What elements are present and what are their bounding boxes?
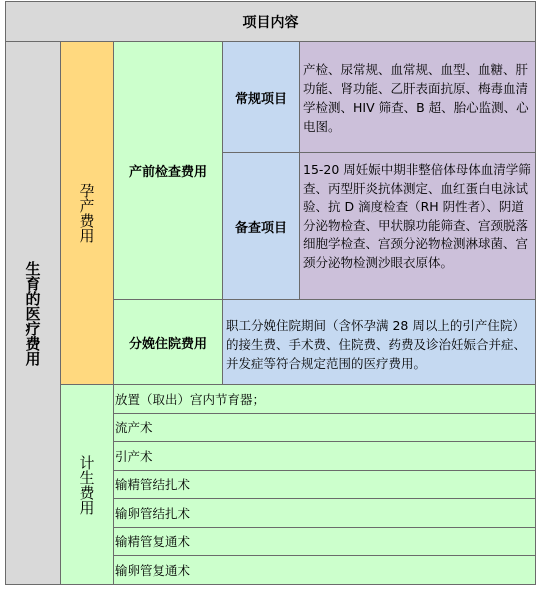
- backup-items-label-cell: [222, 152, 300, 300]
- prenatal-exam-label: 产前检查费用: [128, 165, 207, 180]
- planning-item: [113, 384, 536, 414]
- root-category-cell: [5, 41, 61, 585]
- root-category-label: 生育的医疗费用: [23, 260, 42, 366]
- planning-category-cell: [60, 384, 114, 585]
- routine-items-label: 常规项目: [234, 91, 287, 107]
- planning-item-label: 放置（取出）宫内节育器；: [115, 391, 266, 407]
- delivery-cost-label: 分娩住院费用: [128, 336, 207, 352]
- delivery-cost-content-cell: [222, 299, 536, 385]
- header-title: 项目内容: [242, 14, 299, 31]
- planning-item: [113, 527, 536, 557]
- backup-items-label: 备查项目: [234, 220, 287, 236]
- maternity-category-cell: [60, 41, 114, 385]
- routine-items-label-cell: [222, 41, 300, 153]
- backup-items-content: 15-20 周妊娠中期非整倍体母体血清学筛查、丙型肝炎抗体测定、血红蛋白电泳试验、抗 D 滴度检查（RH 阴性者）、阴道分泌物检查、甲状腺功能筛查、宫颈脱落细胞学检查、宫颈分泌物检测淋球菌、宫颈分泌物检测沙眼衣原体。: [303, 162, 531, 270]
- planning-item-label: 输卵管复通术: [115, 563, 191, 578]
- planning-item: [113, 498, 536, 528]
- planning-item: [113, 441, 536, 471]
- planning-item-label: 输精管复通术: [115, 534, 191, 550]
- table-header: [5, 1, 536, 42]
- planning-item: [113, 470, 536, 500]
- planning-item: [113, 413, 536, 443]
- planning-item-label: 输卵管结扎术: [115, 505, 191, 521]
- maternity-category-label: 孕产费用: [77, 183, 96, 243]
- planning-item: [113, 555, 536, 585]
- planning-item-label: 输精管结扎术: [115, 477, 191, 493]
- routine-items-content-cell: [299, 41, 536, 153]
- planning-category-label: 计生费用: [77, 454, 96, 515]
- prenatal-exam-cell: [113, 41, 223, 300]
- planning-item-label: 引产术: [115, 448, 153, 464]
- delivery-cost-cell: [113, 299, 223, 385]
- backup-items-content-cell: [299, 152, 536, 300]
- delivery-cost-content: 职工分娩住院期间（含怀孕满 28 周以上的引产住院）的接生费、手术费、住院费、药费及诊治妊娠合并症、并发症等符合规定范围的医疗费用。: [226, 318, 527, 371]
- planning-item-label: 流产术: [115, 420, 153, 436]
- routine-items-content: 产检、尿常规、血常规、血型、血糖、肝功能、肾功能、乙肝表面抗原、梅毒血清学检测、HIV 筛查、B 超、胎心监测、心电图。: [303, 62, 529, 134]
